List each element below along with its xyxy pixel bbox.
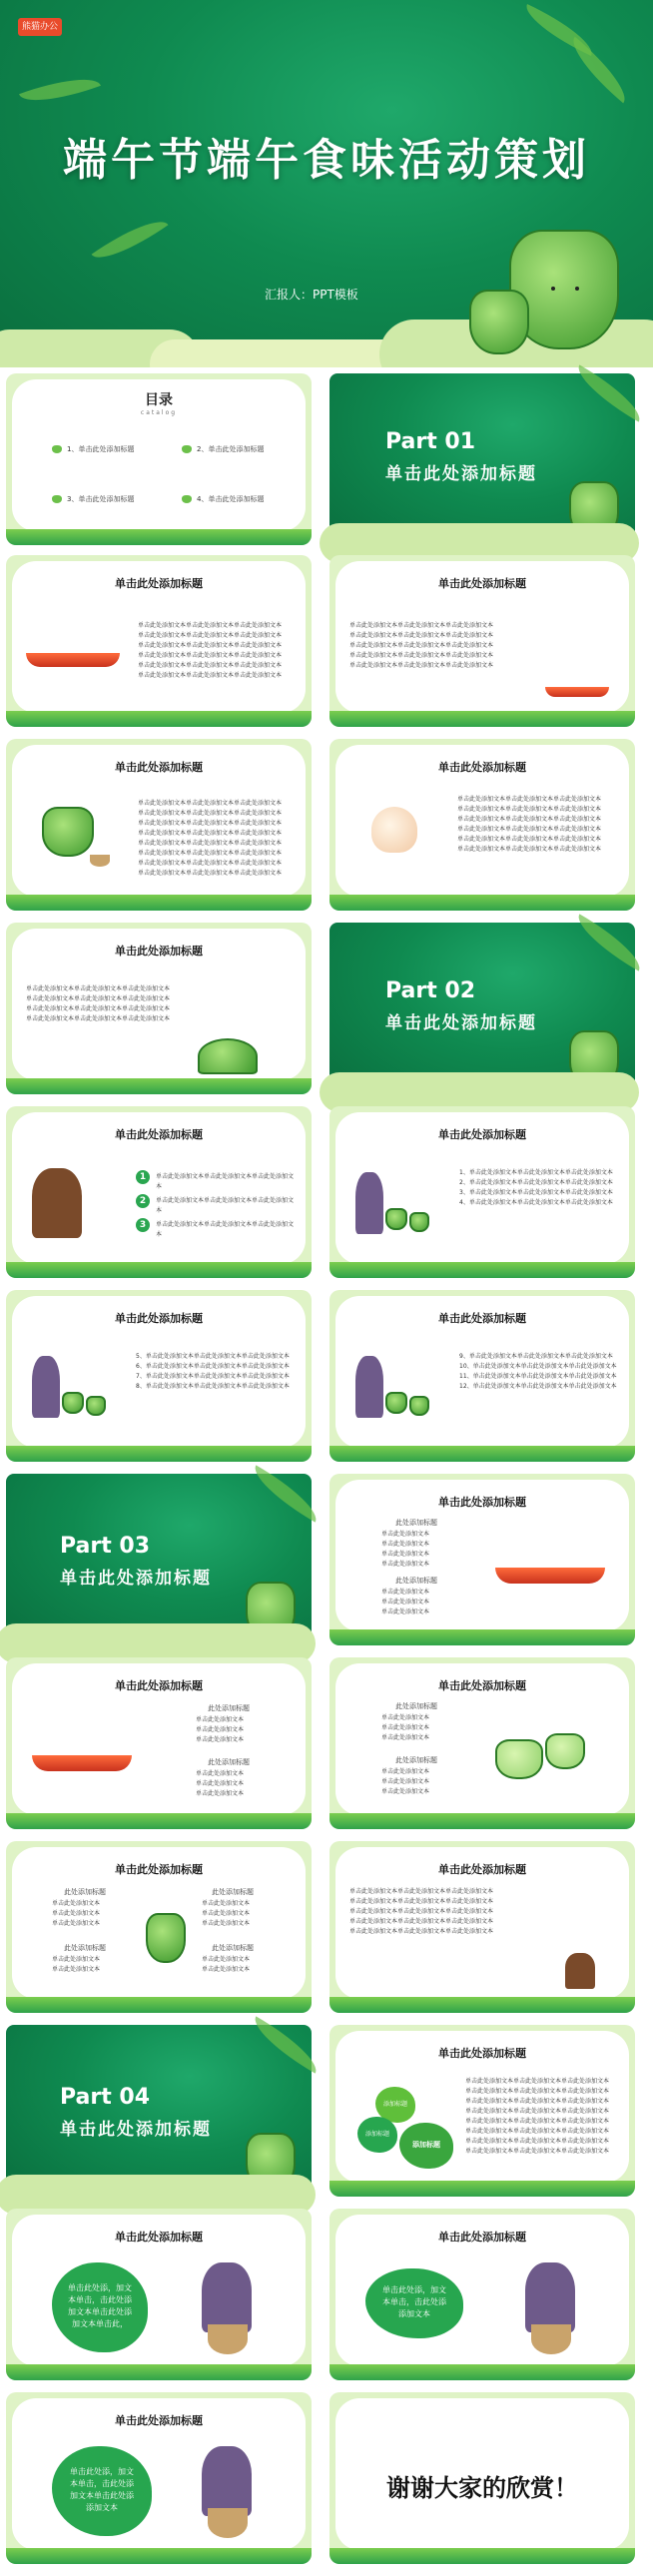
part-label: Part 02 [385, 978, 476, 1003]
zongzi-icon [182, 495, 192, 503]
blob-shape: 添加标题 [357, 2117, 397, 2153]
content-slide [329, 739, 635, 911]
step-badge: 3 [136, 1218, 150, 1232]
grandma-figure-icon [355, 1356, 383, 1418]
slide-title: 单击此处添加标题 [438, 1679, 526, 1692]
bamboo-leaf-icon [246, 1465, 325, 1522]
grandma-figure-icon [525, 2262, 575, 2332]
grandma-figure-icon [202, 2446, 252, 2516]
cloud-decoration [150, 339, 409, 367]
body-text: 单击此处添加文本单击此处添加文本单击此处添加文本 [156, 1173, 295, 1190]
zongzi-icon [545, 1733, 585, 1769]
body-text: 单击此处添加文本 单击此处添加文本 单击此处添加文本 [381, 1714, 430, 1741]
zongzi-icon [409, 1396, 429, 1416]
bamboo-leaf-icon [569, 914, 648, 970]
content-slide [329, 2025, 635, 2197]
slide-title: 单击此处添加标题 [438, 577, 526, 590]
content-slide [329, 1841, 635, 2013]
bamboo-leaf-icon [569, 364, 648, 421]
body-text: 单击此处添加文本单击此处添加文本单击此处添加文本 单击此处添加文本单击此处添加文本单击此处添加文本 单击此处添加文本单击此处添加文本单击此处添加文本 单击此处添加文本单击此处添加文本单击此处添加文本 [26, 985, 171, 1022]
body-text: 单击此处添加文本 单击此处添加文本 单击此处添加文本 [196, 1770, 245, 1797]
body-text: 单击此处添加文本 单击此处添加文本 单击此处添加文本 [381, 1768, 430, 1795]
cover-title: 端午节端午食味活动策划 [63, 135, 590, 186]
grandma-figure-icon [32, 1356, 60, 1418]
content-slide [6, 1106, 312, 1278]
bamboo-leaf-icon [19, 67, 101, 113]
toc-slide [6, 373, 312, 545]
part-02-slide [329, 923, 635, 1094]
body-text: 单击此处添加文本单击此处添加文本单击此处添加文本 单击此处添加文本单击此处添加文本单击此处添加文本 单击此处添加文本单击此处添加文本单击此处添加文本 单击此处添加文本单击此处添加文本单击此处添加文本 单击此处添加文本单击此处添加文本单击此处添加文本 单击此处添加文本单击此处添加文本单击此处添加文本 单击此处添加文本单击此处添加文本单击此处添加文本 单击此处添加文本单击此处添加文本单击此处添加文本 [465, 2078, 610, 2155]
part-subtitle: 单击此处添加标题 [60, 1569, 212, 1589]
slide-title: 单击此处添加标题 [438, 1496, 526, 1509]
part-03-slide [6, 1474, 312, 1645]
slide-title: 单击此处添加标题 [115, 577, 203, 590]
numbered-list: 1、单击此处添加文本单击此处添加文本单击此处添加文本 2、单击此处添加文本单击此处添加文本单击此处添加文本 3、单击此处添加文本单击此处添加文本单击此处添加文本 4、单击此处添加文本单击此处添加文本单击此处添加文本 [459, 1169, 613, 1206]
body-text: 单击此处添加文本 单击此处添加文本 单击此处添加文本 [202, 1900, 251, 1927]
body-text: 单击此处添加文本单击此处添加文本单击此处添加文本 [156, 1197, 295, 1214]
thanks-slide [329, 2392, 635, 2564]
body-text: 单击此处添加文本单击此处添加文本单击此处添加文本 单击此处添加文本单击此处添加文本单击此处添加文本 单击此处添加文本单击此处添加文本单击此处添加文本 单击此处添加文本单击此处添加文本单击此处添加文本 单击此处添加文本单击此处添加文本单击此处添加文本 单击此处添加文本单击此处添加文本单击此处添加文本 单击此处添加文本单击此处添加文本单击此处添加文本 单击此处添加文本单击此处添加文本单击此处添加文本 [138, 800, 283, 877]
content-slide [6, 2209, 312, 2380]
toc-title: 目录 [145, 392, 173, 408]
body-text: 单击此处添加文本单击此处添加文本单击此处添加文本 [156, 1221, 295, 1238]
toc-item-1[interactable]: 1、单击此处添加标题 [52, 444, 134, 454]
sub-heading: 此处添加标题 [395, 1702, 437, 1710]
slide-title: 单击此处添加标题 [438, 1863, 526, 1876]
blob-shape: 添加标题 [375, 2087, 415, 2123]
zongzi-icon [52, 495, 62, 503]
slide-title: 单击此处添加标题 [115, 2414, 203, 2427]
rice-dumpling-icon [371, 807, 417, 853]
slide-title: 单击此处添加标题 [115, 1312, 203, 1325]
zongzi-character-icon [146, 1913, 186, 1963]
bowl-icon [90, 855, 110, 867]
zongzi-icon [52, 445, 62, 453]
sub-heading: 此处添加标题 [212, 1888, 254, 1896]
part-01-slide [329, 373, 635, 545]
zongzi-icon [42, 807, 94, 857]
bowl-icon [208, 2324, 248, 2354]
sub-heading: 此处添加标题 [395, 1577, 437, 1585]
content-slide [6, 1290, 312, 1462]
sub-heading: 此处添加标题 [395, 1756, 437, 1764]
step-badge: 2 [136, 1194, 150, 1208]
body-text: 单击此处添加文本单击此处添加文本单击此处添加文本 单击此处添加文本单击此处添加文本单击此处添加文本 单击此处添加文本单击此处添加文本单击此处添加文本 单击此处添加文本单击此处添加文本单击此处添加文本 单击此处添加文本单击此处添加文本单击此处添加文本 单击此处添加文本单击此处添加文本单击此处添加文本 [138, 622, 283, 679]
zongzi-icon [469, 290, 529, 354]
zongzi-icon [495, 1739, 543, 1779]
content-slide [6, 555, 312, 727]
bamboo-leaf-icon [246, 2016, 325, 2073]
body-text: 单击此处添加文本 单击此处添加文本 [202, 1956, 251, 1973]
content-slide [6, 2392, 312, 2564]
toc-item-2[interactable]: 2、单击此处添加标题 [182, 444, 264, 454]
slide-title: 单击此处添加标题 [115, 761, 203, 774]
toc-item-4[interactable]: 4、单击此处添加标题 [182, 494, 264, 504]
content-slide [329, 1657, 635, 1829]
toc-item-3[interactable]: 3、单击此处添加标题 [52, 494, 134, 504]
body-text: 单击此处添加文本 单击此处添加文本 单击此处添加文本 [196, 1716, 245, 1743]
child-figure-icon [32, 1168, 82, 1238]
body-text: 单击此处添加文本单击此处添加文本单击此处添加文本 单击此处添加文本单击此处添加文本单击此处添加文本 单击此处添加文本单击此处添加文本单击此处添加文本 单击此处添加文本单击此处添加文本单击此处添加文本 单击此处添加文本单击此处添加文本单击此处添加文本 单击此处添加文本单击此处添加文本单击此处添加文本 [457, 796, 602, 853]
body-text: 单击此处添加文本 单击此处添加文本 单击此处添加文本 单击此处添加文本 [381, 1531, 430, 1568]
dragon-boat-icon [32, 1755, 132, 1771]
sub-heading: 此处添加标题 [208, 1758, 250, 1766]
thanks-text: 谢谢大家的欣赏！ [386, 2474, 578, 2502]
sub-heading: 此处添加标题 [212, 1944, 254, 1952]
text-blob: 单击此处添，加文 本单击，击此处添 加文本单击此处添 添加文本 [52, 2446, 152, 2536]
slide-title: 单击此处添加标题 [115, 1128, 203, 1141]
sub-heading: 此处添加标题 [208, 1704, 250, 1712]
grandma-figure-icon [202, 2262, 252, 2332]
part-subtitle: 单击此处添加标题 [385, 1013, 537, 1033]
slide-title: 单击此处添加标题 [438, 1312, 526, 1325]
zongzi-icon [182, 445, 192, 453]
slide-title: 单击此处添加标题 [115, 2231, 203, 2244]
text-blob: 单击此处添，加文 本单击，击此处添 加文本单击此处添 加文本单击此， [52, 2262, 148, 2352]
zongzi-leaf-boat-icon [198, 1038, 258, 1074]
part-label: Part 04 [60, 2085, 151, 2110]
slide-title: 单击此处添加标题 [438, 1128, 526, 1141]
bamboo-leaf-icon [91, 209, 168, 271]
body-text: 单击此处添加文本单击此处添加文本单击此处添加文本 单击此处添加文本单击此处添加文本单击此处添加文本 单击此处添加文本单击此处添加文本单击此处添加文本 单击此处添加文本单击此处添加文本单击此处添加文本 单击此处添加文本单击此处添加文本单击此处添加文本 [349, 1888, 494, 1935]
zongzi-icon [385, 1208, 407, 1230]
dragon-boat-icon [495, 1568, 605, 1584]
grandma-figure-icon [355, 1172, 383, 1234]
content-slide [329, 1106, 635, 1278]
numbered-list: 9、单击此处添加文本单击此处添加文本单击此处添加文本 10、单击此处添加文本单击此处添加文本单击此处添加文本 11、单击此处添加文本单击此处添加文本单击此处添加文本 12、单击此处添加文本单击此处添加文本单击此处添加文本 [459, 1353, 617, 1390]
brand-logo: 熊猫办公 [18, 18, 62, 36]
slide-title: 单击此处添加标题 [115, 945, 203, 958]
child-figure-icon [565, 1953, 595, 1989]
part-subtitle: 单击此处添加标题 [60, 2120, 212, 2140]
zongzi-icon [385, 1392, 407, 1414]
reporter-text: 汇报人：PPT模板 [265, 288, 358, 302]
slide-title: 单击此处添加标题 [438, 2047, 526, 2060]
blob-shape: 添加标题 [399, 2123, 453, 2169]
body-text: 单击此处添加文本单击此处添加文本单击此处添加文本 单击此处添加文本单击此处添加文本单击此处添加文本 单击此处添加文本单击此处添加文本单击此处添加文本 单击此处添加文本单击此处添加文本单击此处添加文本 单击此处添加文本单击此处添加文本单击此处添加文本 [349, 622, 494, 669]
part-subtitle: 单击此处添加标题 [385, 464, 537, 484]
toc-subtitle: catalog [140, 409, 178, 416]
zongzi-icon [86, 1396, 106, 1416]
bowl-icon [531, 2324, 571, 2354]
content-slide [329, 1290, 635, 1462]
content-slide [329, 555, 635, 727]
content-slide [6, 1657, 312, 1829]
sub-heading: 此处添加标题 [395, 1519, 437, 1527]
sub-heading: 此处添加标题 [64, 1888, 106, 1896]
dragon-boat-icon [26, 653, 120, 667]
part-label: Part 01 [385, 429, 476, 454]
slide-title: 单击此处添加标题 [438, 761, 526, 774]
part-04-slide [6, 2025, 312, 2197]
zongzi-icon [62, 1392, 84, 1414]
content-slide [6, 1841, 312, 2013]
body-text: 单击此处添加文本 单击此处添加文本 单击此处添加文本 [52, 1900, 101, 1927]
sub-heading: 此处添加标题 [64, 1944, 106, 1952]
body-text: 单击此处添加文本 单击此处添加文本 [52, 1956, 101, 1973]
numbered-list: 5、单击此处添加文本单击此处添加文本单击此处添加文本 6、单击此处添加文本单击此处添加文本单击此处添加文本 7、单击此处添加文本单击此处添加文本单击此处添加文本 8、单击此处添加文本单击此处添加文本单击此处添加文本 [136, 1353, 290, 1390]
slide-title: 单击此处添加标题 [115, 1679, 203, 1692]
content-slide [329, 1474, 635, 1645]
content-slide [329, 2209, 635, 2380]
step-badge: 1 [136, 1170, 150, 1184]
part-label: Part 03 [60, 1534, 151, 1559]
cover-slide [0, 0, 653, 367]
body-text: 单击此处添加文本 单击此处添加文本 单击此处添加文本 [381, 1589, 430, 1615]
zongzi-icon [409, 1212, 429, 1232]
slide-title: 单击此处添加标题 [438, 2231, 526, 2244]
dragon-boat-icon [545, 687, 609, 697]
text-blob: 单击此处添，加文 本单击，击此处添 添加文本 [365, 2268, 463, 2338]
content-slide [6, 923, 312, 1094]
slide-title: 单击此处添加标题 [115, 1863, 203, 1876]
content-slide [6, 739, 312, 911]
bowl-icon [208, 2508, 248, 2538]
